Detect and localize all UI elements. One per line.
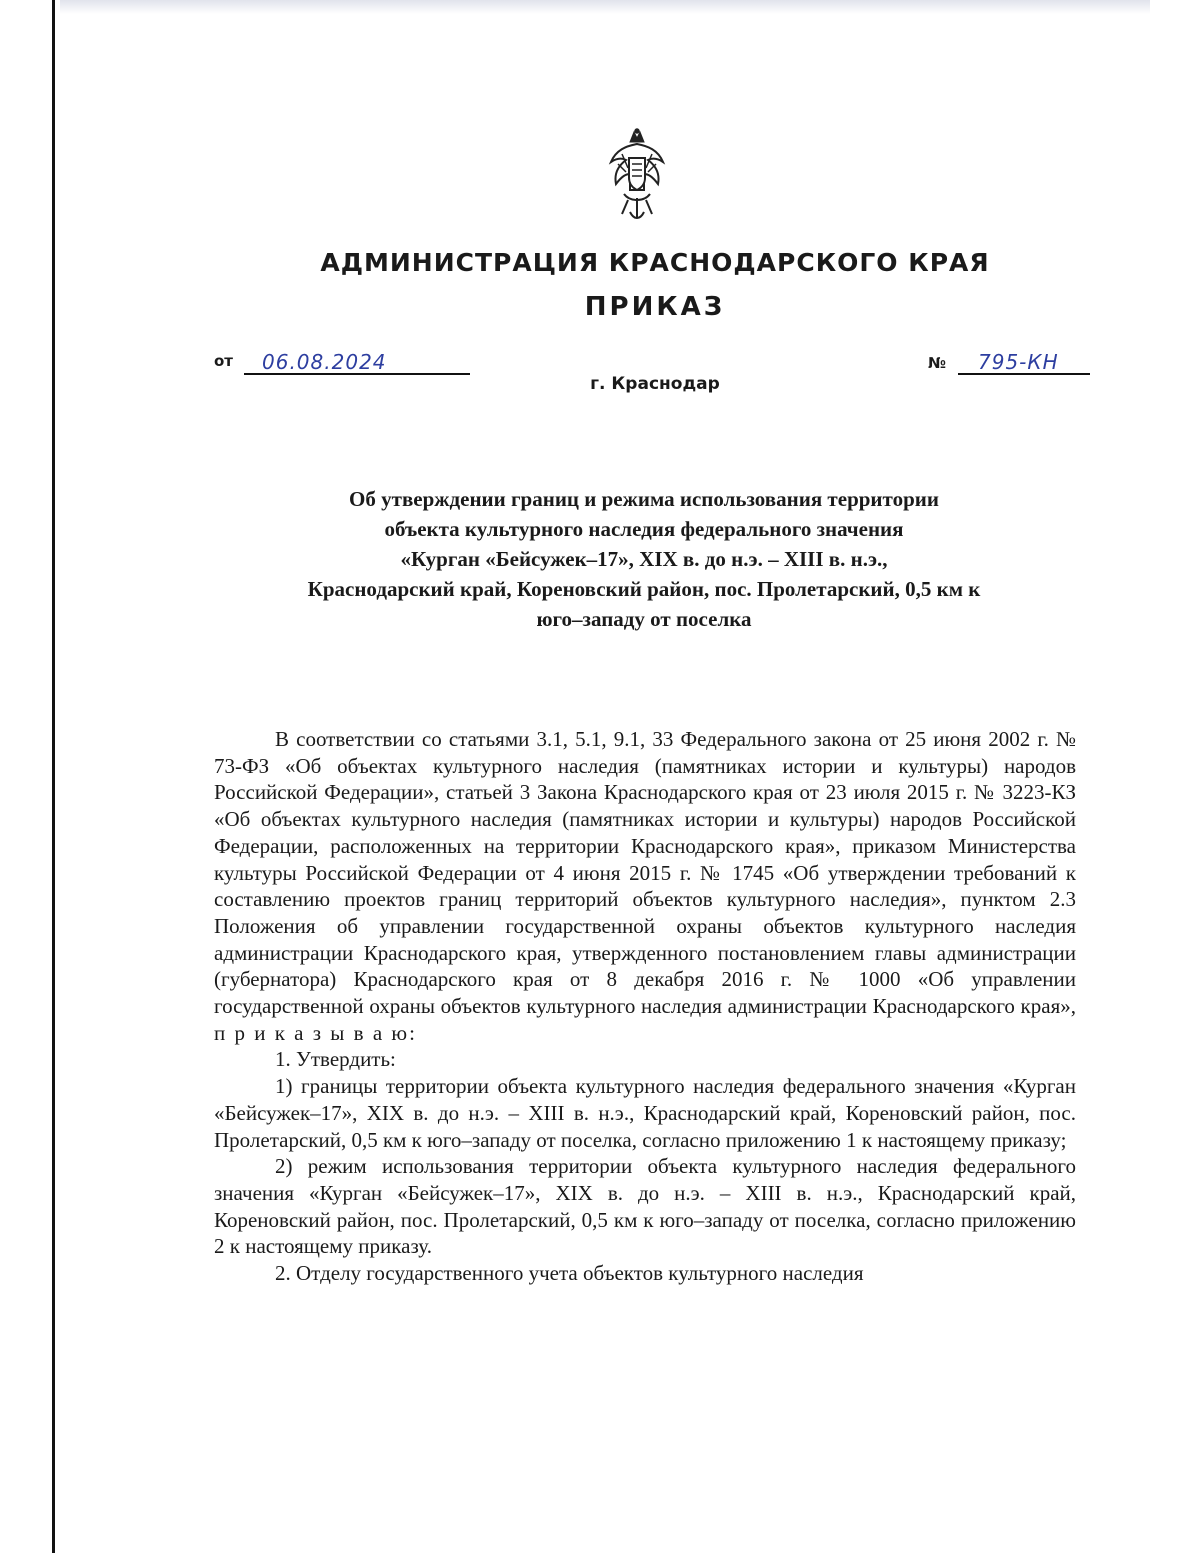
item-1-1: 1) границы территории объекта культурного наследия федерального значения «Курган «Бейсужек–17», XIX в. до н.э. – XIII в. н.э., Краснодарский край, Кореновский район, пос. Пролетарский, 0,5 км к юго–западу от поселка, согласно приложению 1 к настоящему приказу; <box>214 1074 1076 1152</box>
number-label: № <box>928 354 947 372</box>
binding-edge-line <box>52 0 55 1553</box>
title-line: Об утверждении границ и режима использования территории <box>349 487 939 511</box>
date-prefix: от <box>214 352 233 370</box>
title-line: «Курган «Бейсужек–17», XIX в. до н.э. – XIII в. н.э., <box>400 547 888 571</box>
preamble-text: В соответствии со статьями 3.1, 5.1, 9.1, 33 Федерального закона от 25 июня 2002 г. № 73-ФЗ «Об объектах культурного наследия (памятниках истории и культуры) народов Российской Федерации», статьей 3 Закона Краснодарского края от 23 июля 2015 г. № 3223-КЗ «Об объектах культурного наследия (памятниках истории и культуры) народов Российской Федерации, расположенных на территории Краснодарского края», приказом Министерства культуры Российской Федерации от 4 июня 2015 г. № 1745 «Об утверждении требований к составлению проектов границ территорий объектов культурного наследия», пунктом 2.3 Положения об управлении государственной охраны объектов культурного наследия администрации Краснодарского края, утвержденного постановлением главы администрации (губернатора) Краснодарского края от 8 декабря 2016 г. № 1000 «Об управлении государственной охраны объектов культурного наследия администрации Краснодарского края», <box>214 727 1076 1019</box>
preamble-paragraph <box>214 726 1076 1046</box>
document-body <box>214 726 1076 1287</box>
item-1: 1. Утвердить: <box>275 1047 396 1072</box>
number-value-handwritten: 795-КН <box>978 350 1059 374</box>
item-2-start: 2. Отделу государственного учета объектов культурного наследия <box>275 1261 864 1286</box>
date-value-handwritten: 06.08.2024 <box>262 350 387 374</box>
organization-name: АДМИНИСТРАЦИЯ КРАСНОДАРСКОГО КРАЯ <box>320 248 990 277</box>
item-1-2: 2) режим использования территории объекта культурного наследия федерального значения «Курган «Бейсужек–17», XIX в. до н.э. – XIII в. н.э., Краснодарский край, Кореновский район, пос. Пролетарский, 0,5 км к юго–западу от поселка, согласно приложению 2 к настоящему приказу. <box>214 1154 1076 1259</box>
document-title <box>200 484 1088 634</box>
title-line: Краснодарский край, Кореновский район, пос. Пролетарский, 0,5 км к <box>307 577 981 601</box>
city: г. Краснодар <box>590 374 720 394</box>
document-type: ПРИКАЗ <box>584 292 726 322</box>
coat-of-arms-icon <box>608 128 666 222</box>
order-word: п р и к а з ы в а ю: <box>214 1020 417 1045</box>
scan-edge-artifact <box>60 0 1150 14</box>
title-line: юго–западу от поселка <box>536 607 752 631</box>
title-line: объекта культурного наследия федерального значения <box>384 517 904 541</box>
